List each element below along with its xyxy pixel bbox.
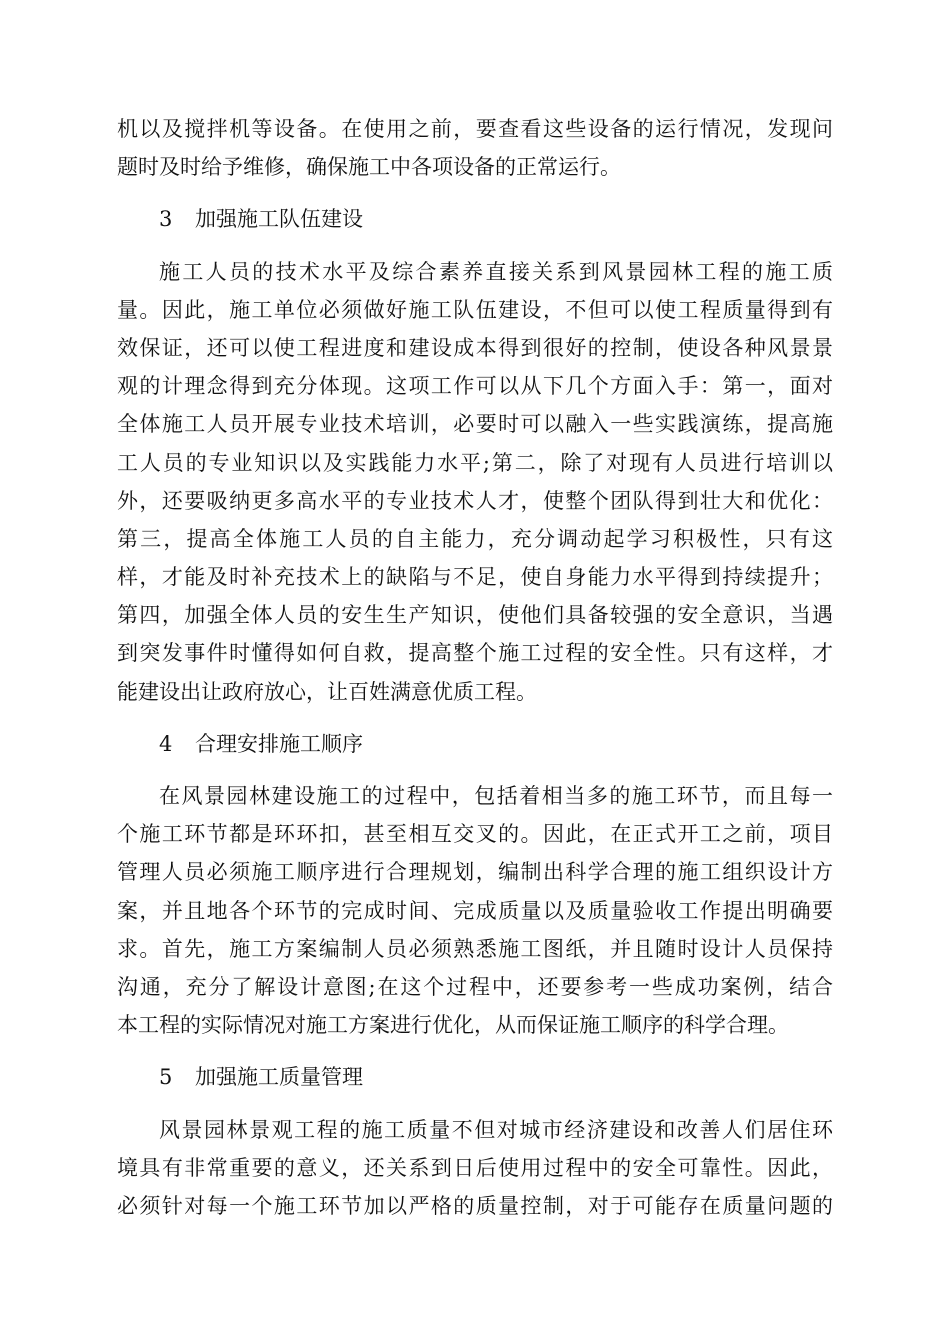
section-5-paragraph (117, 1111, 833, 1226)
section-number: 5 (159, 1065, 173, 1090)
text-line: 个施工环节都是环环扣，甚至相互交叉的。因此，在正式开工之前，项目 (117, 822, 833, 847)
text-line: 求。首先，施工方案编制人员必须熟悉施工图纸，并且随时设计人员保持 (117, 936, 833, 961)
text-line: 境具有非常重要的意义，还关系到日后使用过程中的安全可靠性。因此， (117, 1155, 833, 1180)
text-line: 效保证，还可以使工程进度和建设成本得到很好的控制，使设各种风景景 (117, 335, 833, 360)
text-line: 到突发事件时懂得如何自救，提高整个施工过程的安全性。只有这样，才 (117, 641, 833, 666)
section-heading-5 (117, 1058, 833, 1096)
section-number: 4 (159, 731, 173, 756)
text-line: 必须针对每一个施工环节加以严格的质量控制，对于可能存在质量问题的 (117, 1193, 833, 1218)
text-line: 管理人员必须施工顺序进行合理规划，编制出科学合理的施工组织设计方 (117, 860, 833, 885)
text-line: 全体施工人员开展专业技术培训，必要时可以融入一些实践演练，提高施 (117, 412, 833, 437)
text-line: 外，还要吸纳更多高水平的专业技术人才，使整个团队得到壮大和优化： (117, 488, 833, 513)
text-line: 机以及搅拌机等设备。在使用之前，要查看这些设备的运行情况，发现问 (117, 117, 833, 141)
text-line: 沟通，充分了解设计意图;在这个过程中，还要参考一些成功案例，结合 (117, 974, 833, 999)
text-line: 题时及时给予维修，确保施工中各项设备的正常运行。 (117, 155, 621, 180)
text-line: 样，才能及时补充技术上的缺陷与不足，使自身能力水平得到持续提升； (117, 565, 833, 590)
section-4-paragraph (117, 777, 833, 1044)
text-line: 观的计理念得到充分体现。这项工作可以从下几个方面入手：第一，面对 (117, 374, 833, 399)
text-line: 在风景园林建设施工的过程中，包括着相当多的施工环节，而且每一 (159, 784, 833, 808)
section-title: 加强施工质量管理 (195, 1065, 363, 1090)
section-number: 3 (159, 207, 173, 232)
text-line: 第三，提高全体施工人员的自主能力，充分调动起学习积极性，只有这 (117, 526, 833, 551)
section-3-paragraph (117, 253, 833, 711)
text-line: 工人员的专业知识以及实践能力水平;第二，除了对现有人员进行培训以 (117, 450, 833, 475)
text-line: 案，并且地各个环节的完成时间、完成质量以及质量验收工作提出明确要 (117, 898, 833, 923)
section-heading-4 (117, 725, 833, 763)
text-line: 本工程的实际情况对施工方案进行优化，从而保证施工顺序的科学合理。 (117, 1013, 789, 1038)
intro-paragraph (117, 110, 833, 186)
text-line: 能建设出让政府放心，让百姓满意优质工程。 (117, 679, 537, 704)
text-line: 施工人员的技术水平及综合素养直接关系到风景园林工程的施工质 (159, 259, 833, 284)
document-page (117, 110, 833, 1225)
section-title: 加强施工队伍建设 (195, 207, 363, 232)
section-title: 合理安排施工顺序 (195, 731, 363, 756)
section-heading-3 (117, 200, 833, 238)
text-line: 风景园林景观工程的施工质量不但对城市经济建设和改善人们居住环 (159, 1117, 833, 1142)
text-line: 量。因此，施工单位必须做好施工队伍建设，不但可以使工程质量得到有 (117, 297, 833, 322)
text-line: 第四，加强全体人员的安生生产知识，使他们具备较强的安全意识，当遇 (117, 603, 833, 628)
